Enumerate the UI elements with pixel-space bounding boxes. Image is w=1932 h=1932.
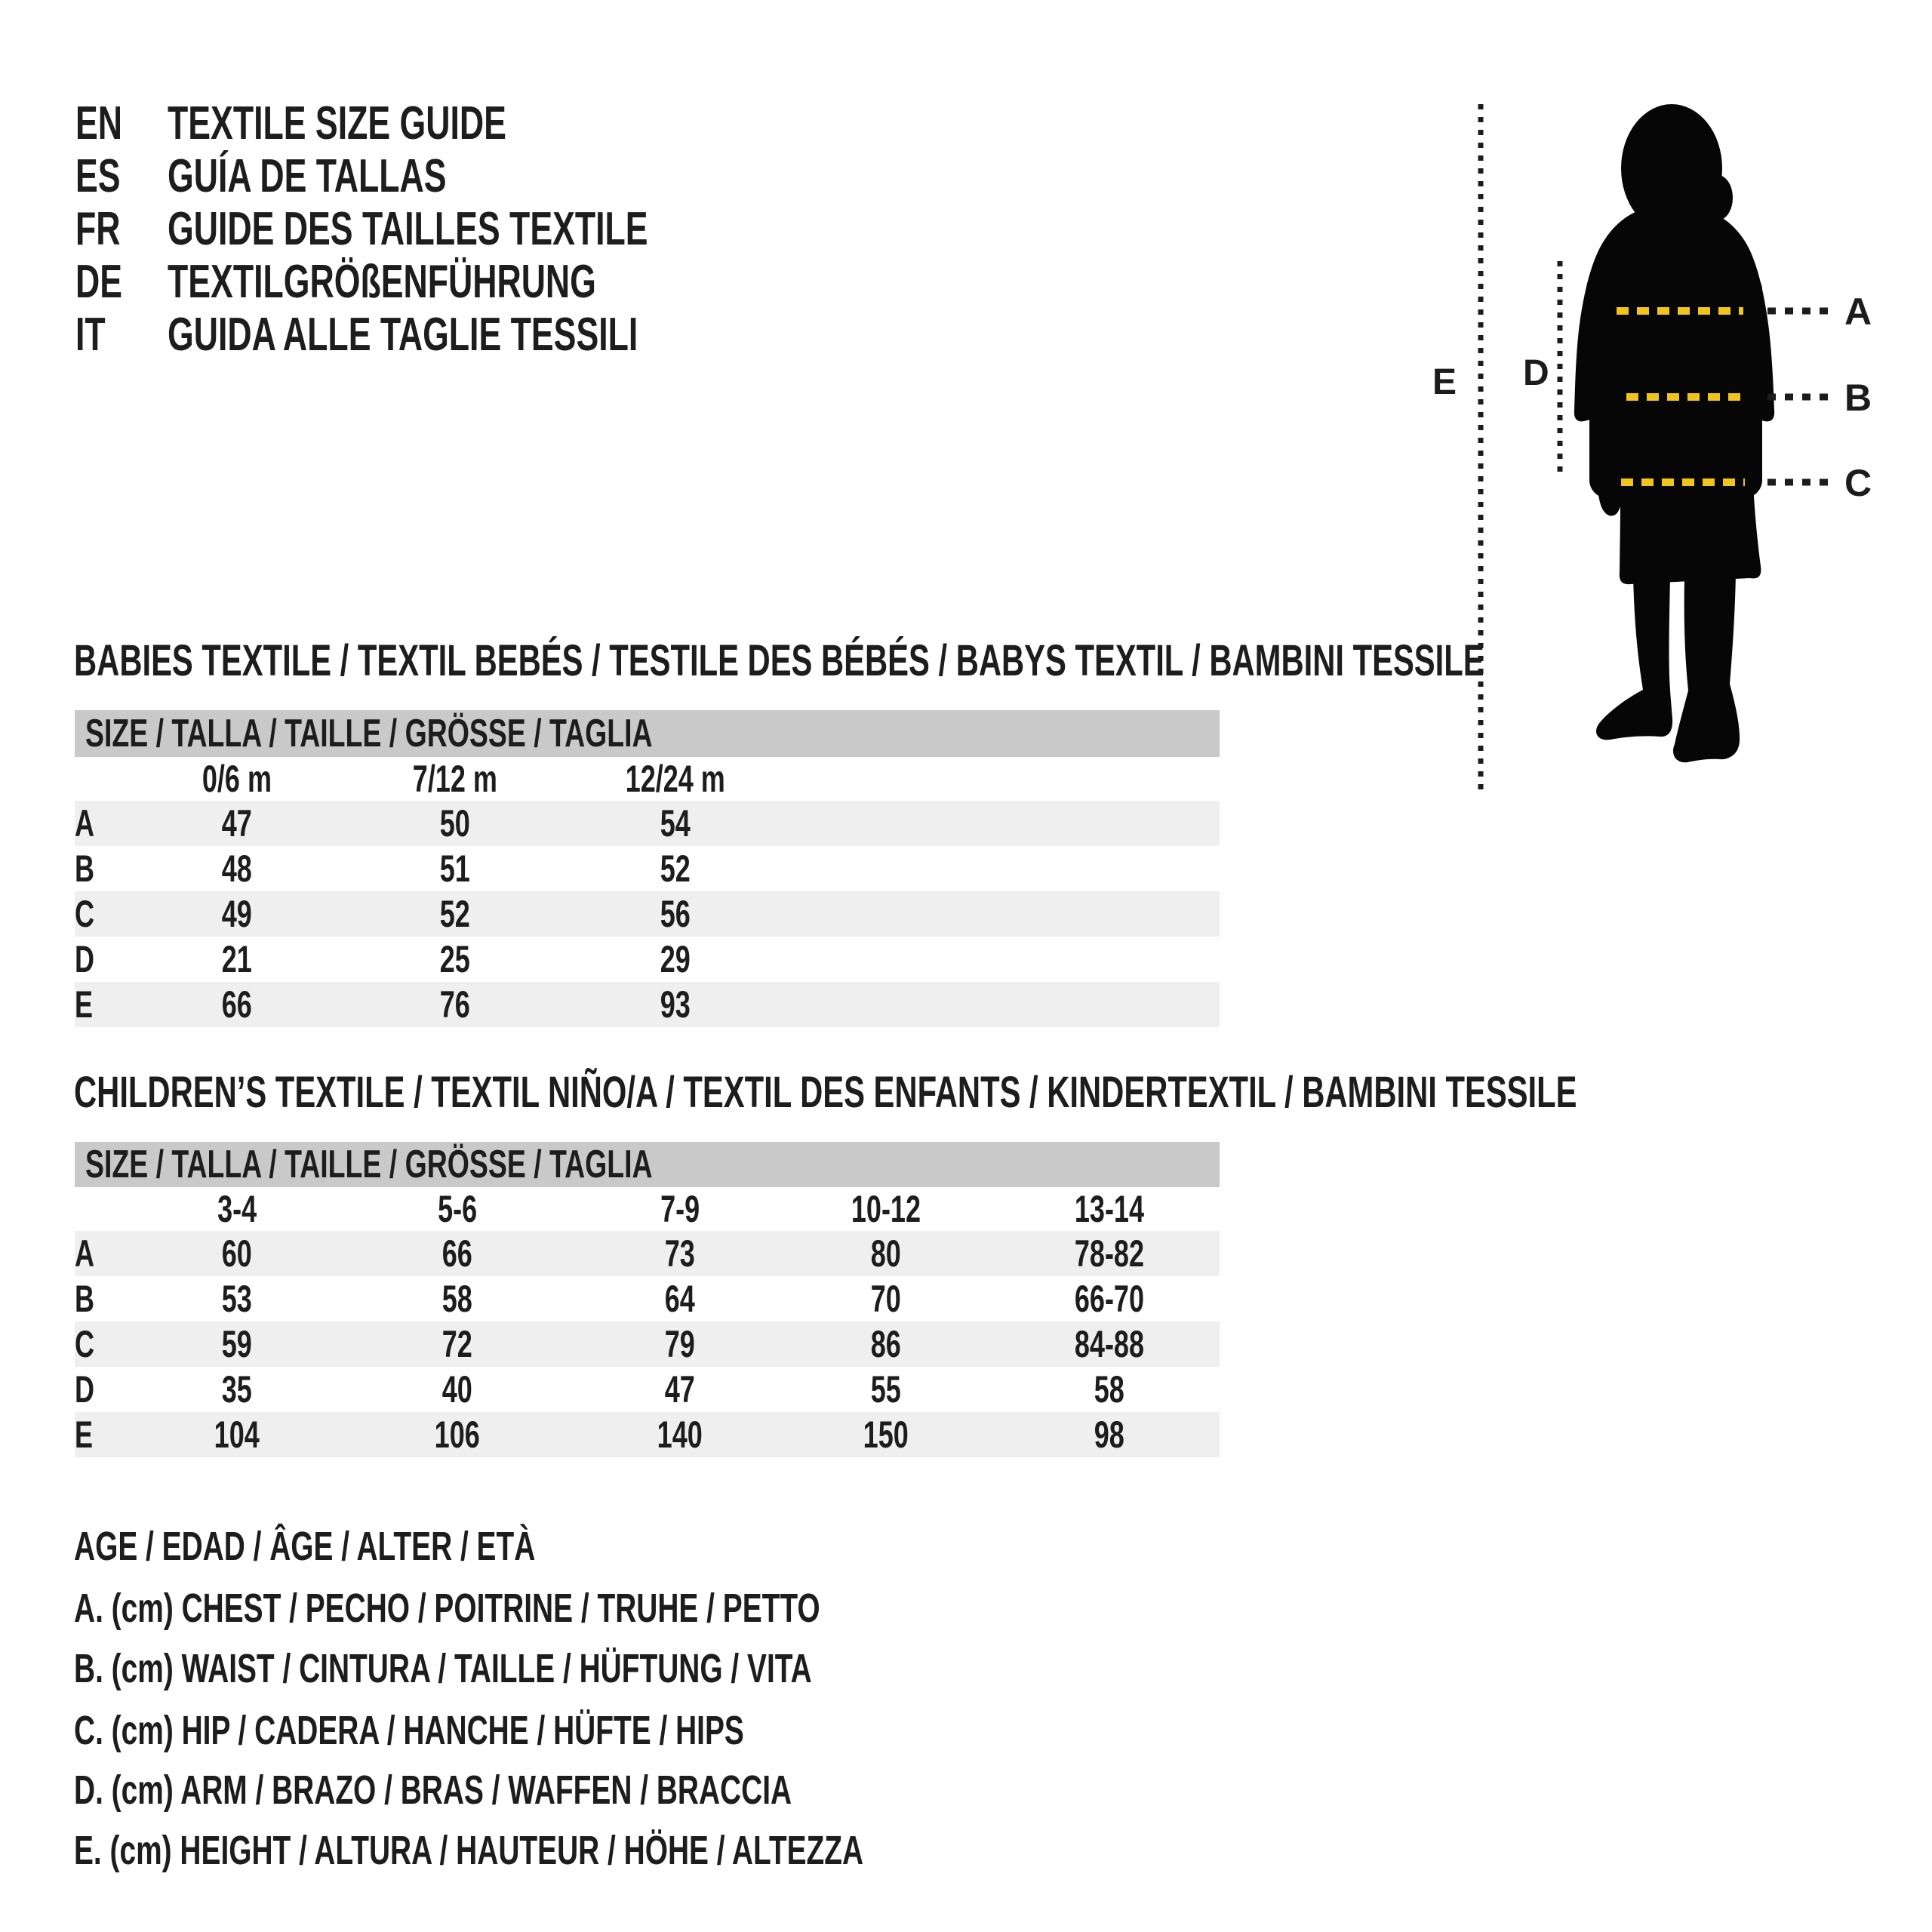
cell-value: 80 bbox=[870, 1232, 902, 1275]
title-text-inner: GUIDE DES TAILLES TEXTILE bbox=[168, 202, 648, 255]
babies-section-heading-text: BABIES TEXTILE / TEXTIL BEBÉS / TESTILE DES BÉBÉS / BABYS TEXTIL / BAMBINI TESSILE bbox=[74, 635, 1484, 685]
table-cell bbox=[146, 801, 328, 845]
table-cell bbox=[328, 983, 582, 1026]
babies-column-header-text: 12/24 m bbox=[625, 758, 726, 800]
row-label-text: A bbox=[75, 802, 94, 844]
babies-column-header-text: 0/6 m bbox=[202, 758, 272, 800]
table-cell bbox=[328, 1232, 587, 1275]
table-cell bbox=[328, 801, 582, 845]
row-label-text: E bbox=[75, 1414, 94, 1456]
children-column-header bbox=[773, 1187, 999, 1231]
cell-value: 56 bbox=[660, 893, 691, 935]
legend-line-arm bbox=[74, 1767, 1071, 1814]
language-code-text: ES bbox=[75, 149, 121, 202]
cell-value: 58 bbox=[441, 1278, 473, 1320]
cell-value: 48 bbox=[221, 848, 253, 890]
table-cell bbox=[587, 1322, 773, 1366]
babies-column-header bbox=[582, 757, 769, 801]
babies-column-header-row bbox=[75, 757, 1220, 801]
cell-value: 93 bbox=[660, 983, 691, 1026]
table-cell bbox=[773, 1277, 999, 1321]
children-table-row-e bbox=[75, 1412, 1220, 1457]
table-cell bbox=[328, 1367, 587, 1411]
children-section-heading bbox=[74, 1069, 1932, 1115]
table-cell bbox=[999, 1277, 1220, 1321]
cell-value: 106 bbox=[434, 1414, 481, 1456]
cell-value: 47 bbox=[221, 802, 253, 844]
children-column-header-text: 7-9 bbox=[660, 1188, 700, 1230]
children-column-header bbox=[146, 1187, 328, 1231]
cell-value: 59 bbox=[221, 1323, 253, 1365]
row-label bbox=[75, 801, 146, 845]
cell-value: 52 bbox=[660, 848, 691, 890]
cell-value: 50 bbox=[439, 802, 470, 844]
row-label bbox=[75, 892, 146, 936]
table-cell bbox=[582, 801, 769, 845]
table-cell bbox=[146, 1232, 328, 1275]
cell-value: 86 bbox=[870, 1323, 902, 1365]
table-cell bbox=[146, 983, 328, 1026]
legend-line-waist bbox=[74, 1645, 1099, 1692]
table-cell bbox=[773, 1413, 999, 1457]
cell-value: 25 bbox=[439, 938, 470, 980]
cell-value: 76 bbox=[439, 983, 470, 1026]
babies-table-row-e bbox=[75, 982, 1220, 1027]
cell-value: 58 bbox=[1094, 1368, 1125, 1411]
children-table-row-c bbox=[75, 1321, 1220, 1367]
legend-line-chest bbox=[74, 1585, 1110, 1632]
cell-value: 29 bbox=[660, 938, 691, 980]
children-column-header-text: 5-6 bbox=[437, 1188, 478, 1230]
cell-value: 73 bbox=[664, 1232, 696, 1275]
table-cell bbox=[999, 1413, 1220, 1457]
legend-text: B. (cm) WAIST / CINTURA / TAILLE / HÜFTUNG / VITA bbox=[74, 1646, 812, 1691]
children-column-header bbox=[587, 1187, 773, 1231]
babies-column-header bbox=[146, 757, 328, 801]
table-cell bbox=[328, 1322, 587, 1366]
row-label-text: A bbox=[75, 1232, 94, 1275]
title-row-it bbox=[75, 308, 821, 361]
cell-value: 72 bbox=[441, 1323, 473, 1365]
table-cell bbox=[582, 983, 769, 1026]
babies-column-header bbox=[328, 757, 582, 801]
table-cell bbox=[146, 1367, 328, 1411]
table-cell bbox=[999, 1232, 1220, 1275]
legend-text: D. (cm) ARM / BRAZO / BRAS / WAFFEN / BRACCIA bbox=[74, 1767, 792, 1813]
table-cell bbox=[146, 1322, 328, 1366]
children-column-header bbox=[328, 1187, 587, 1231]
table-cell bbox=[582, 847, 769, 891]
language-code bbox=[75, 308, 168, 361]
row-label-text: C bbox=[75, 893, 94, 935]
legend-line-hip bbox=[74, 1707, 1004, 1754]
title-row-en bbox=[75, 97, 638, 149]
language-code-text: IT bbox=[75, 308, 106, 361]
silhouette-shorts bbox=[1620, 483, 1761, 584]
title-text-inner: TEXTILGRÖßENFÜHRUNG bbox=[168, 255, 596, 308]
row-label-text: B bbox=[75, 1278, 94, 1320]
measure-label-b: B bbox=[1844, 377, 1872, 419]
children-column-header-text: 3-4 bbox=[217, 1188, 257, 1230]
children-table-row-d bbox=[75, 1367, 1220, 1412]
table-cell bbox=[773, 1322, 999, 1366]
title-row-fr bbox=[75, 202, 835, 255]
cell-value: 66-70 bbox=[1074, 1278, 1145, 1320]
babies-table-row-b bbox=[75, 846, 1220, 891]
row-label-text: B bbox=[75, 848, 94, 890]
title-text bbox=[168, 149, 555, 203]
row-label bbox=[75, 937, 146, 981]
cell-value: 70 bbox=[870, 1278, 902, 1320]
table-cell bbox=[328, 1277, 587, 1321]
child-measurement-diagram bbox=[1419, 91, 1932, 815]
cell-value: 64 bbox=[664, 1278, 696, 1320]
table-cell bbox=[328, 892, 582, 936]
row-label-text: E bbox=[75, 983, 94, 1026]
measure-label-d: D bbox=[1523, 353, 1549, 393]
table-cell bbox=[773, 1232, 999, 1275]
title-text-inner: GUIDA ALLE TAGLIE TESSILI bbox=[168, 308, 638, 361]
row-label bbox=[75, 1367, 146, 1411]
children-column-header-row bbox=[75, 1187, 1220, 1231]
row-label bbox=[75, 1322, 146, 1366]
cell-value: 66 bbox=[221, 983, 253, 1026]
children-column-header-text: 10-12 bbox=[851, 1188, 921, 1230]
cell-value: 35 bbox=[221, 1368, 253, 1411]
babies-table-row-c bbox=[75, 891, 1220, 937]
row-label bbox=[75, 1277, 146, 1321]
cell-value: 98 bbox=[1094, 1414, 1125, 1456]
language-code bbox=[75, 255, 168, 309]
table-cell bbox=[587, 1232, 773, 1275]
language-code bbox=[75, 202, 168, 256]
table-cell bbox=[582, 892, 769, 936]
measure-label-e: E bbox=[1432, 362, 1457, 402]
children-column-header bbox=[999, 1187, 1220, 1231]
table-cell bbox=[587, 1413, 773, 1457]
table-cell bbox=[582, 937, 769, 981]
title-row-de bbox=[75, 255, 763, 308]
legend-text: E. (cm) HEIGHT / ALTURA / HAUTEUR / HÖHE / ALTEZZA bbox=[74, 1828, 864, 1873]
babies-table-header-text: SIZE / TALLA / TAILLE / GRÖSSE / TAGLIA bbox=[85, 712, 653, 755]
cell-value: 78-82 bbox=[1074, 1232, 1145, 1275]
table-cell bbox=[146, 892, 328, 936]
table-cell bbox=[328, 847, 582, 891]
babies-table-row-a bbox=[75, 801, 1220, 846]
legend-line-height bbox=[74, 1827, 1171, 1874]
children-table-header-text: SIZE / TALLA / TAILLE / GRÖSSE / TAGLIA bbox=[85, 1143, 653, 1186]
table-cell bbox=[146, 1413, 328, 1457]
babies-column-header-text: 7/12 m bbox=[412, 758, 497, 800]
cell-value: 53 bbox=[221, 1278, 253, 1320]
cell-value: 55 bbox=[870, 1368, 902, 1411]
language-code-text: DE bbox=[75, 255, 123, 308]
table-cell bbox=[587, 1367, 773, 1411]
title-text bbox=[168, 308, 821, 361]
cell-value: 51 bbox=[439, 848, 470, 890]
legend-line-age bbox=[74, 1523, 715, 1570]
table-cell bbox=[773, 1367, 999, 1411]
table-cell bbox=[999, 1367, 1220, 1411]
row-label bbox=[75, 1232, 146, 1275]
cell-value: 52 bbox=[439, 893, 470, 935]
table-cell bbox=[328, 937, 582, 981]
table-cell bbox=[146, 1277, 328, 1321]
cell-value: 84-88 bbox=[1074, 1323, 1145, 1365]
row-label bbox=[75, 983, 146, 1026]
babies-table-row-d bbox=[75, 937, 1220, 982]
row-label bbox=[75, 1413, 146, 1457]
row-label bbox=[75, 847, 146, 891]
cell-value: 79 bbox=[664, 1323, 696, 1365]
table-cell bbox=[328, 1413, 587, 1457]
language-code-text: FR bbox=[75, 202, 121, 255]
cell-value: 150 bbox=[863, 1414, 909, 1456]
children-section-heading-text: CHILDREN’S TEXTILE / TEXTIL NIÑO/A / TEXTIL DES ENFANTS / KINDERTEXTIL / BAMBINI TESSILE bbox=[74, 1067, 1577, 1117]
row-label-text: D bbox=[75, 938, 94, 980]
row-label-text: C bbox=[75, 1323, 94, 1365]
measurement-figure bbox=[1419, 91, 1932, 815]
children-table-header-band bbox=[75, 1142, 1220, 1187]
title-text bbox=[168, 97, 638, 150]
title-text bbox=[168, 202, 835, 256]
silhouette-torso bbox=[1589, 272, 1762, 498]
row-label-text: D bbox=[75, 1368, 94, 1411]
cell-value: 60 bbox=[221, 1232, 253, 1275]
measure-label-c: C bbox=[1844, 462, 1872, 504]
children-column-header-text: 13-14 bbox=[1074, 1188, 1145, 1230]
language-code-text: EN bbox=[75, 97, 123, 149]
cell-value: 49 bbox=[221, 893, 253, 935]
cell-value: 21 bbox=[221, 938, 253, 980]
children-table-row-a bbox=[75, 1231, 1220, 1276]
title-text bbox=[168, 255, 763, 309]
cell-value: 66 bbox=[441, 1232, 473, 1275]
title-row-es bbox=[75, 149, 555, 202]
language-code bbox=[75, 149, 168, 203]
table-cell bbox=[999, 1322, 1220, 1366]
legend-text: AGE / EDAD / ÂGE / ALTER / ETÀ bbox=[74, 1524, 536, 1569]
table-cell bbox=[587, 1277, 773, 1321]
title-text-inner: TEXTILE SIZE GUIDE bbox=[168, 97, 506, 149]
measure-label-a: A bbox=[1844, 291, 1872, 333]
legend-text: C. (cm) HIP / CADERA / HANCHE / HÜFTE / HIPS bbox=[74, 1708, 744, 1753]
table-cell bbox=[146, 847, 328, 891]
title-text-inner: GUÍA DE TALLAS bbox=[168, 149, 447, 202]
cell-value: 54 bbox=[660, 802, 691, 844]
children-table-row-b bbox=[75, 1276, 1220, 1321]
table-cell bbox=[146, 937, 328, 981]
cell-value: 40 bbox=[441, 1368, 473, 1411]
babies-section-heading bbox=[74, 635, 1932, 685]
language-code bbox=[75, 97, 168, 150]
babies-table-header-band bbox=[75, 710, 1220, 757]
cell-value: 140 bbox=[657, 1414, 703, 1456]
cell-value: 47 bbox=[664, 1368, 696, 1411]
legend-text: A. (cm) CHEST / PECHO / POITRINE / TRUHE / PETTO bbox=[74, 1586, 820, 1631]
cell-value: 104 bbox=[214, 1414, 260, 1456]
